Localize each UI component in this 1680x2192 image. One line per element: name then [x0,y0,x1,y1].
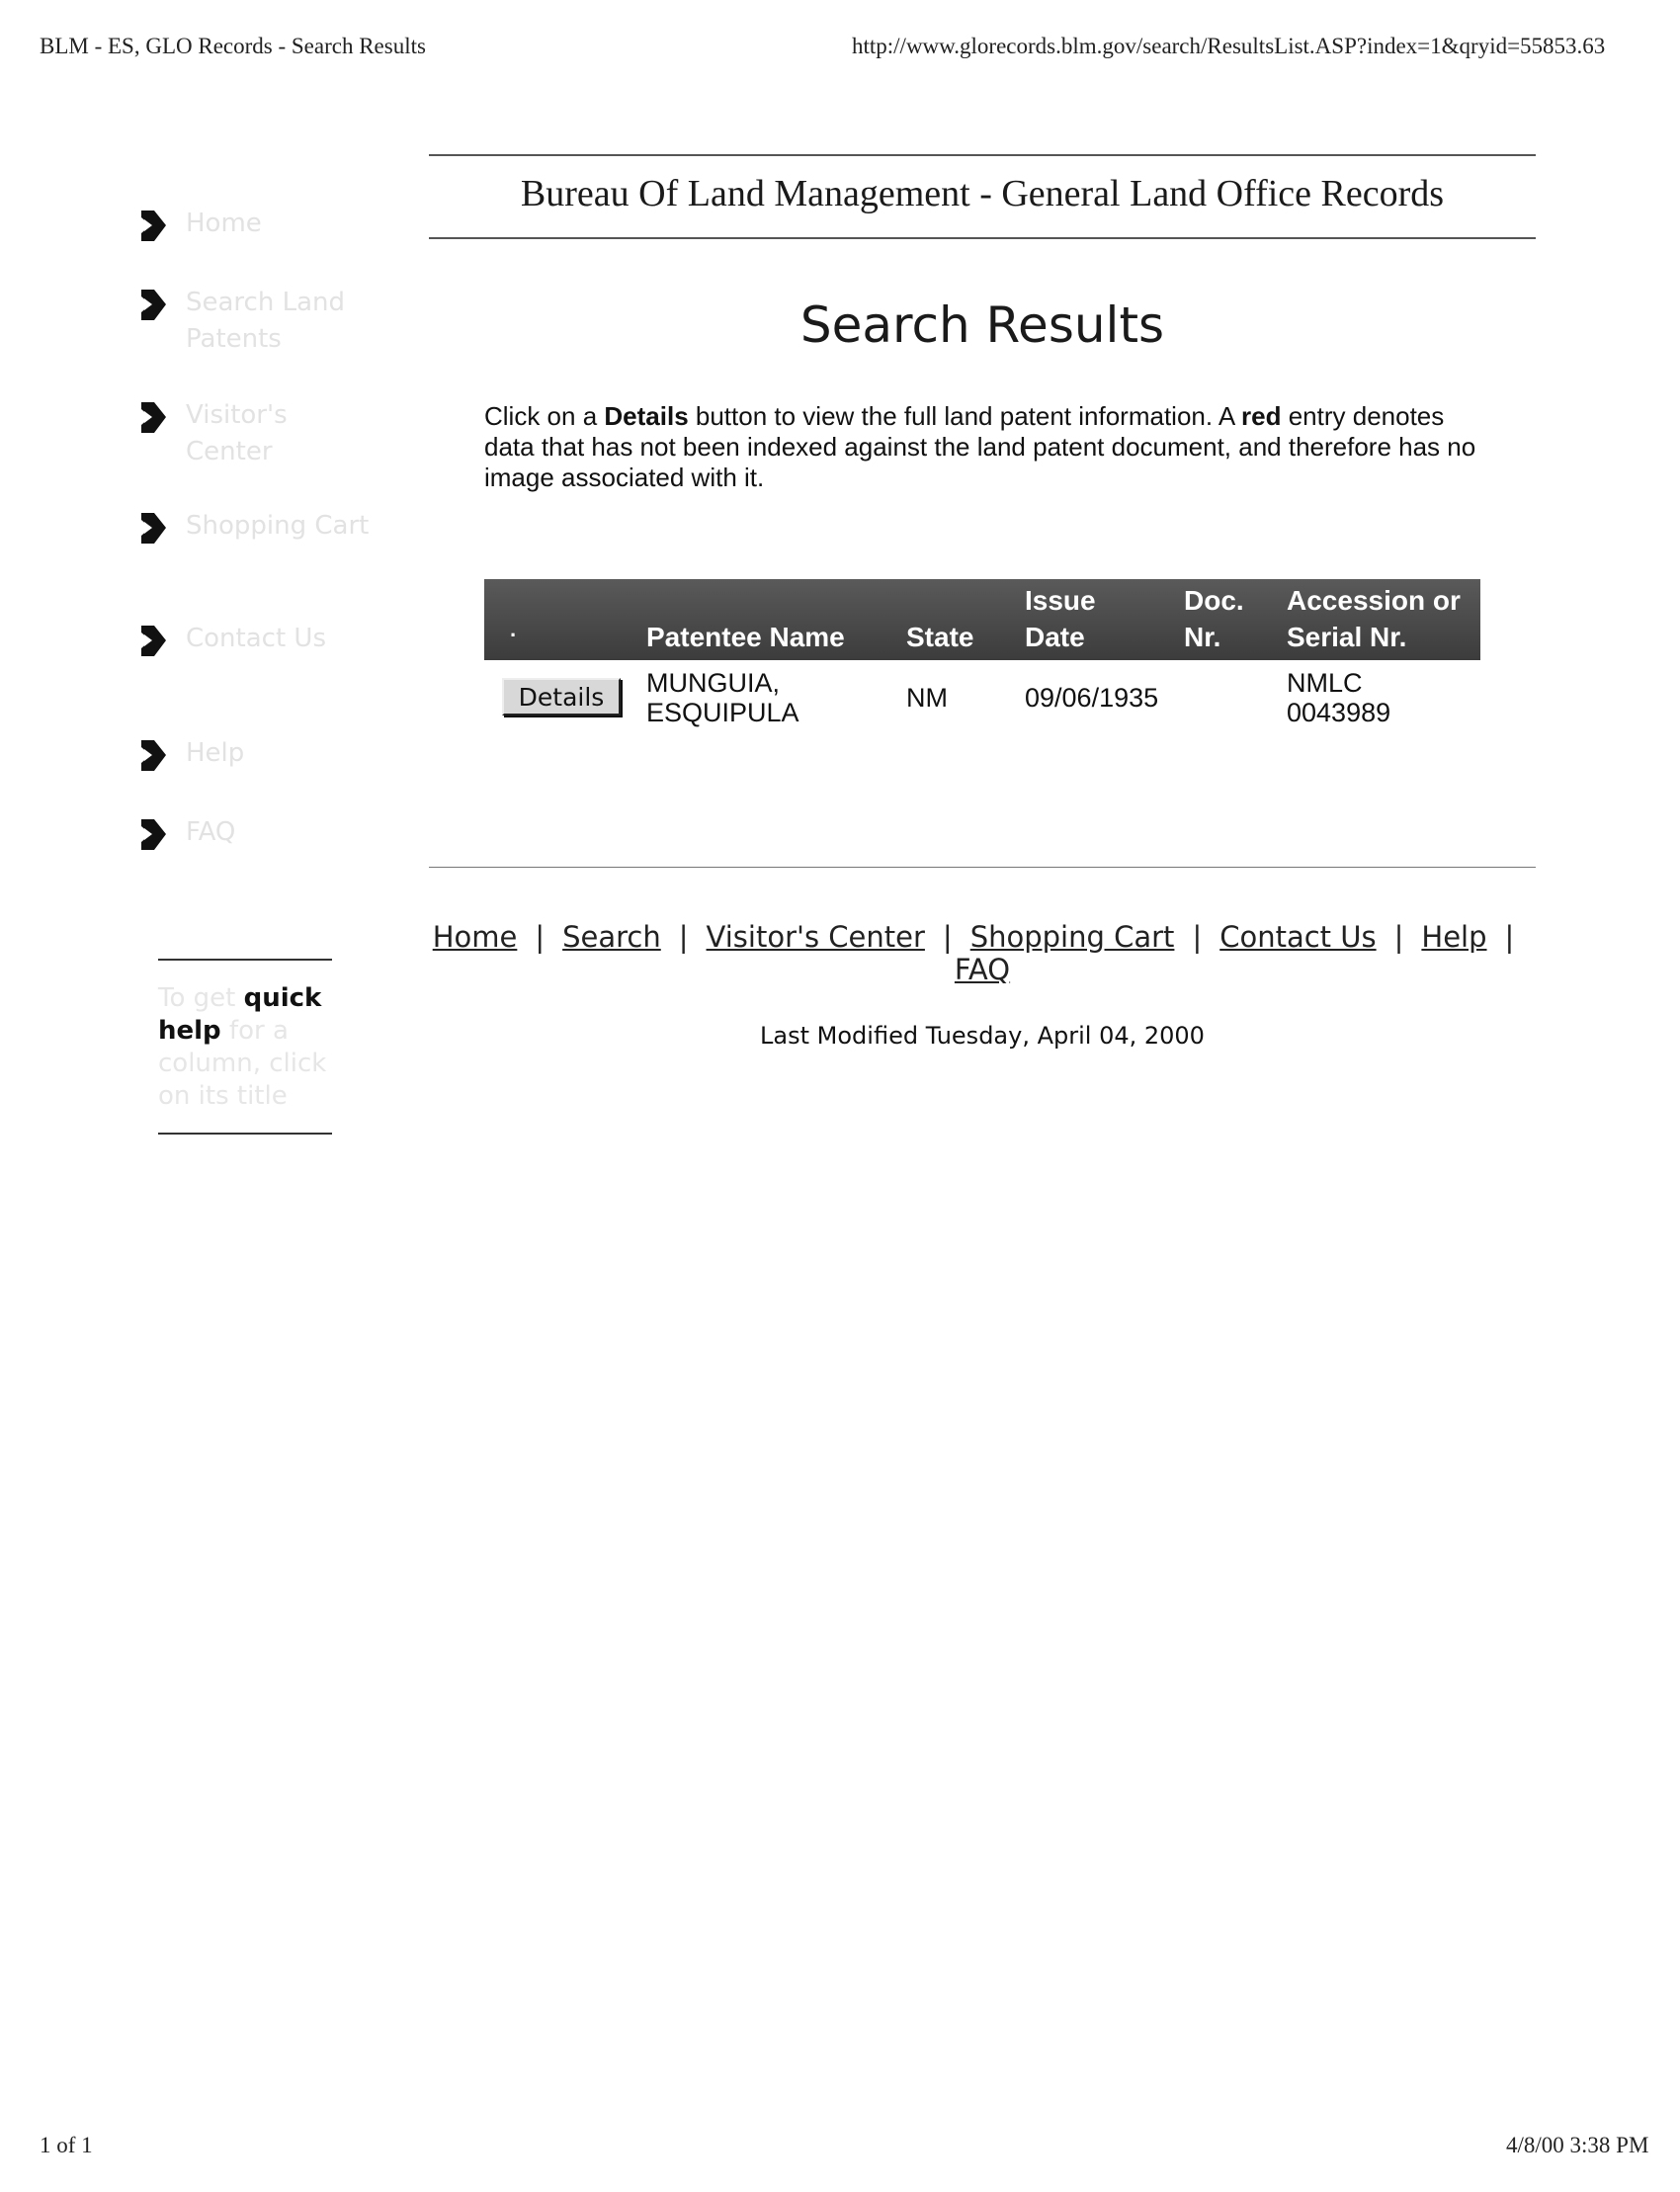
arrow-bullet-icon [140,512,167,545]
intro-text-part: Click on a [484,401,605,431]
print-header-url: http://www.glorecords.blm.gov/search/ResultsList.ASP?index=1&qryid=55853.63 [852,34,1606,58]
sidebar-item-help[interactable] [140,735,378,772]
intro-bold-details: Details [604,401,689,431]
footer-separator: | [1504,920,1515,954]
column-header-select: · [510,623,518,647]
banner-top-rule [429,154,1536,156]
cell-accession-serial [1287,668,1390,727]
help-text-part: To get [158,983,244,1013]
arrow-bullet-icon [140,401,167,434]
cell-line: MUNGUIA, [646,668,780,698]
cell-issue-date: 09/06/1935 [1025,683,1159,713]
site-banner: Bureau Of Land Management - General Land Office Records [520,173,1445,214]
sidebar-item-label: Home [186,209,262,238]
last-modified-text: Last Modified Tuesday, April 04, 2000 [760,1022,1205,1050]
print-footer-datetime: 4/8/00 3:38 PM [1506,2133,1649,2157]
help-text-bold: help [158,1016,221,1046]
arrow-bullet-icon [140,625,167,657]
print-footer-page: 1 of 1 [40,2133,93,2157]
column-header-line: Date [1025,622,1085,652]
intro-text-part: button to view the full land patent information. A [688,401,1242,431]
footer-separator: | [942,920,953,954]
sidebar-item-label: FAQ [186,817,236,847]
help-top-rule [158,959,332,961]
column-header-line: Nr. [1184,622,1221,652]
content-bottom-rule [429,867,1536,868]
banner-bottom-rule [429,237,1536,239]
column-header-state[interactable]: State [906,622,974,652]
cell-line: NMLC [1287,668,1363,698]
cell-line: 0043989 [1287,698,1391,727]
cell-state: NM [906,683,948,713]
footer-link-help[interactable]: Help [1421,920,1487,954]
column-header-patentee-name[interactable]: Patentee Name [646,622,845,652]
sidebar-item-search-land-patents[interactable] [140,285,378,358]
cell-patentee-name [646,668,799,727]
quick-help-box [158,959,332,1135]
footer-link-faq[interactable]: FAQ [954,953,1011,986]
help-text-bold: quick [243,983,322,1013]
column-header-line: Accession or [1287,585,1461,616]
footer-link-shopping-cart[interactable]: Shopping Cart [969,920,1175,954]
footer-link-contact-us[interactable]: Contact Us [1219,920,1377,954]
column-header-line: Doc. [1184,585,1244,616]
footer-separator: | [1192,920,1203,954]
arrow-bullet-icon [140,210,167,242]
footer-link-home[interactable]: Home [432,920,518,954]
sidebar-item-visitors-center[interactable] [140,397,378,470]
page-title: Search Results [799,296,1165,354]
arrow-bullet-icon [140,289,167,321]
column-header-line: Serial Nr. [1287,622,1407,652]
column-header-line: Issue [1025,585,1096,616]
footer-separator: | [535,920,546,954]
footer-link-visitors-center[interactable]: Visitor's Center [706,920,925,954]
sidebar-item-label: Contact Us [186,624,326,653]
details-button[interactable]: Details [502,678,621,716]
sidebar-item-shopping-cart[interactable] [140,508,378,545]
intro-bold-red: red [1241,401,1282,431]
sidebar-item-contact-us[interactable] [140,621,378,657]
instructions-text [484,401,1492,493]
intro-text-part: entry denotes data that has not been indexed against the land patent document, and therefore has no image associated with it. [484,401,1476,492]
footer-link-search[interactable]: Search [562,920,661,954]
arrow-bullet-icon [140,818,167,851]
column-header-issue-date[interactable] [1025,582,1096,655]
sidebar-item-label: Shopping Cart [186,511,370,541]
column-header-accession-serial[interactable] [1287,582,1461,655]
cell-line: ESQUIPULA [646,698,799,727]
footer-separator: | [678,920,689,954]
sidebar-item-home[interactable] [140,206,378,242]
sidebar-item-faq[interactable] [140,814,378,851]
sidebar-item-label: Visitor's Center [186,400,288,466]
footer-separator: | [1393,920,1404,954]
footer-nav [429,921,1536,986]
sidebar-item-label: Help [186,738,245,768]
arrow-bullet-icon [140,739,167,772]
sidebar-item-label: Search Land Patents [186,288,345,354]
help-text-part: for a column, click on its title [158,1016,327,1111]
quick-help-text [158,982,332,1113]
help-bottom-rule [158,1133,332,1135]
column-header-doc-nr[interactable] [1184,582,1244,655]
print-header-title: BLM - ES, GLO Records - Search Results [40,34,426,58]
